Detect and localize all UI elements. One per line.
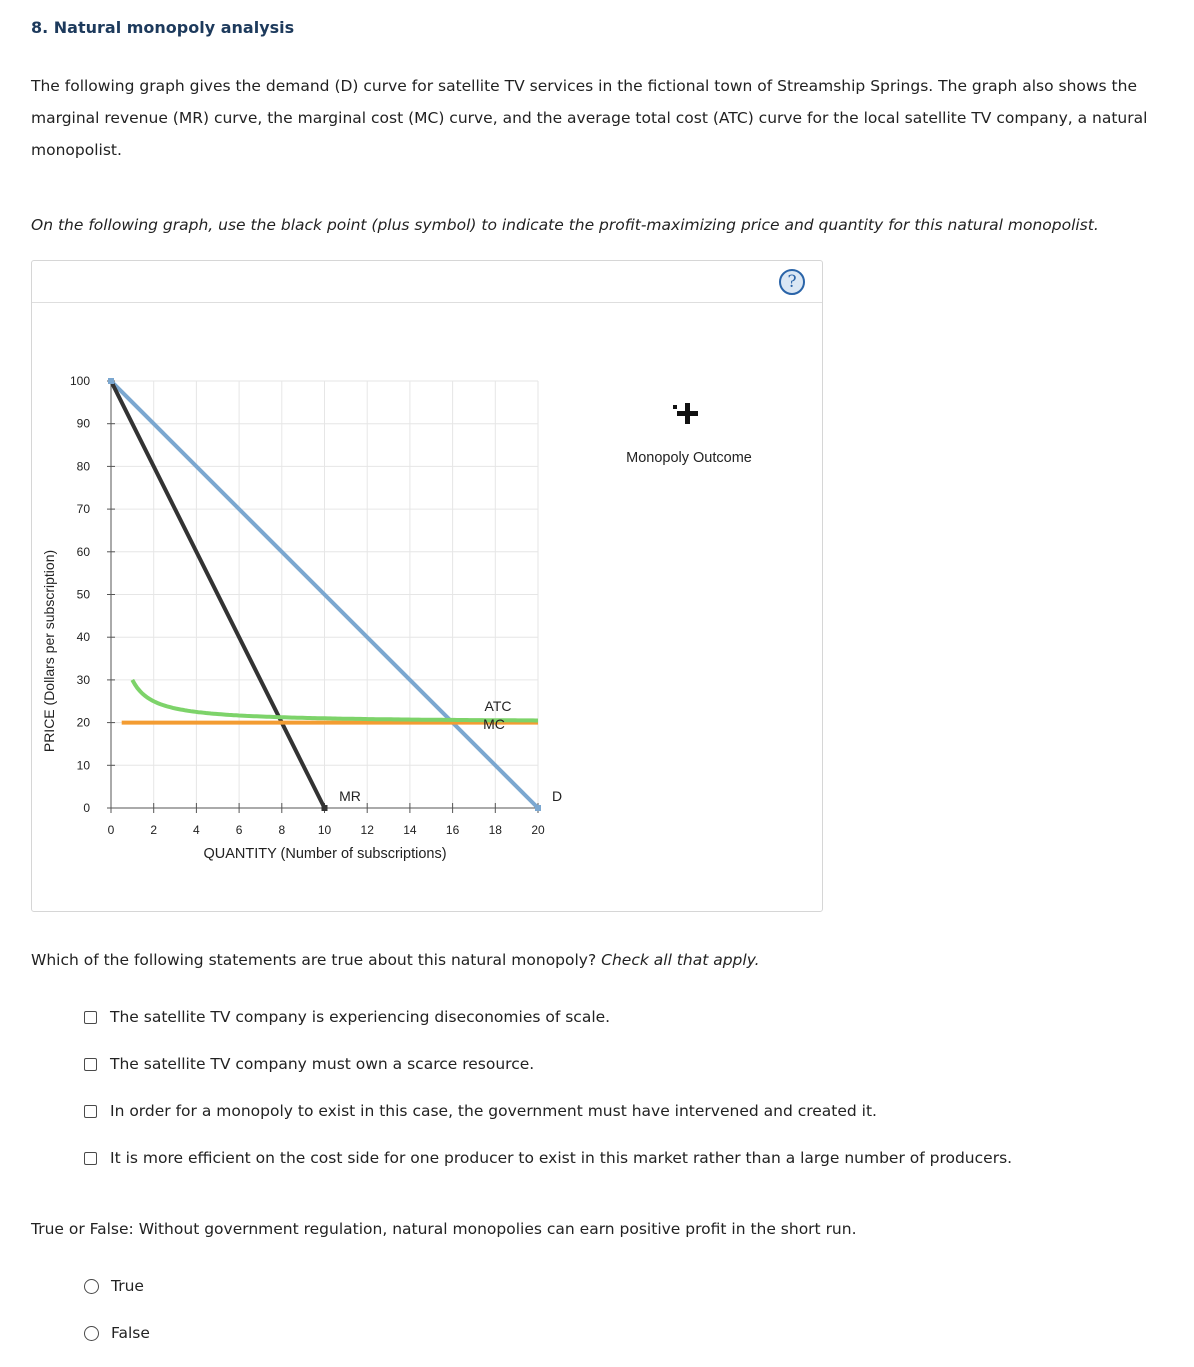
monopoly-outcome-tool[interactable] (626, 403, 752, 466)
curve-atc[interactable] (132, 680, 538, 721)
y-tick-label-20: 20 (76, 715, 90, 730)
section-title: 8. Natural monopoly analysis (31, 18, 295, 37)
curve-label-d: D (551, 788, 563, 804)
checkbox-option-2-label[interactable]: The satellite TV company must own a scarce resource. (110, 1055, 535, 1073)
checkbox[interactable] (84, 1152, 97, 1165)
y-tick-label-60: 60 (76, 544, 90, 559)
x-tick-label-18: 18 (488, 823, 502, 837)
y-tick-label-0: 0 (83, 801, 90, 815)
question-1-emphasis: Check all that apply. (601, 951, 760, 969)
x-tick-label-6: 6 (235, 823, 243, 837)
y-tick-label-90: 90 (76, 416, 90, 431)
chart (32, 261, 822, 911)
radio-option-false-label[interactable]: False (111, 1324, 150, 1342)
y-tick-label-80: 80 (76, 459, 90, 474)
checkbox-option-4-label[interactable]: It is more efficient on the cost side for one producer to exist in this market rather than a large number of producers. (110, 1149, 1013, 1167)
x-tick-label-14: 14 (403, 823, 417, 837)
y-tick-label-40: 40 (76, 630, 90, 645)
x-axis-label: QUANTITY (Number of subscriptions) (203, 846, 447, 862)
help-icon[interactable]: ? (779, 269, 805, 295)
plus-point-icon[interactable] (673, 403, 698, 424)
y-axis-label: PRICE (Dollars per subscription) (41, 549, 57, 753)
x-tick-label-10: 10 (317, 823, 332, 837)
radio-option-false[interactable] (84, 1324, 150, 1342)
y-tick-label-50: 50 (76, 587, 90, 602)
graph-instruction: On the following graph, use the black point (plus symbol) to indicate the profit-maximizing price and quantity for this natural monopolist. (31, 216, 1099, 234)
y-tick-label-30: 30 (76, 672, 90, 687)
checkbox-option-2[interactable] (84, 1055, 534, 1073)
x-tick-label-0: 0 (107, 823, 115, 837)
x-tick-label-4: 4 (193, 823, 200, 837)
curve-label-mr: MR (339, 788, 361, 804)
x-tick-label-16: 16 (445, 823, 460, 837)
graph-panel (31, 260, 823, 912)
intro-paragraph: The following graph gives the demand (D) curve for satellite TV services in the fictional town of Streamship Springs. The graph also shows the marginal revenue (MR) curve, the marginal cost (MC) curve, and the average total cost (ATC) curve for the local satellite TV company, a natural monopolist. (31, 77, 1148, 159)
radio-option-true[interactable] (84, 1277, 144, 1295)
checkbox-option-3-label[interactable]: In order for a monopoly to exist in this case, the government must have intervened and created it. (110, 1102, 877, 1120)
checkbox-option-1-label[interactable]: The satellite TV company is experiencing diseconomies of scale. (110, 1008, 611, 1026)
checkbox[interactable] (84, 1105, 97, 1118)
x-tick-label-20: 20 (531, 823, 545, 837)
y-tick-label-100: 100 (69, 374, 90, 388)
checkbox[interactable] (84, 1058, 97, 1071)
checkbox-option-3[interactable] (84, 1102, 877, 1120)
radio-button[interactable] (84, 1279, 99, 1294)
y-tick-label-10: 10 (76, 758, 90, 773)
radio-option-true-label[interactable]: True (111, 1277, 144, 1295)
d-endpoint-bottom[interactable] (535, 805, 541, 811)
radio-button[interactable] (84, 1326, 99, 1341)
checkbox-option-4[interactable] (84, 1149, 1012, 1167)
checkbox[interactable] (84, 1011, 97, 1024)
chart-labels (339, 698, 562, 804)
checkbox-option-1[interactable] (84, 1008, 610, 1026)
question-1-text: Which of the following statements are true about this natural monopoly? (31, 951, 597, 969)
x-tick-label-2: 2 (150, 823, 158, 837)
question-1-prompt (31, 951, 760, 969)
x-tick-label-8: 8 (278, 823, 286, 837)
curve-label-mc: MC (483, 716, 505, 732)
x-tick-label-12: 12 (360, 823, 374, 837)
curve-label-atc: ATC (484, 698, 512, 714)
mr-endpoint-bottom[interactable] (322, 805, 328, 811)
y-tick-label-70: 70 (76, 502, 90, 517)
d-endpoint-top[interactable] (108, 378, 114, 384)
monopoly-outcome-label: Monopoly Outcome (626, 450, 752, 466)
question-2-prompt: True or False: Without government regulation, natural monopolies can earn positive profit in the short run. (31, 1220, 857, 1238)
